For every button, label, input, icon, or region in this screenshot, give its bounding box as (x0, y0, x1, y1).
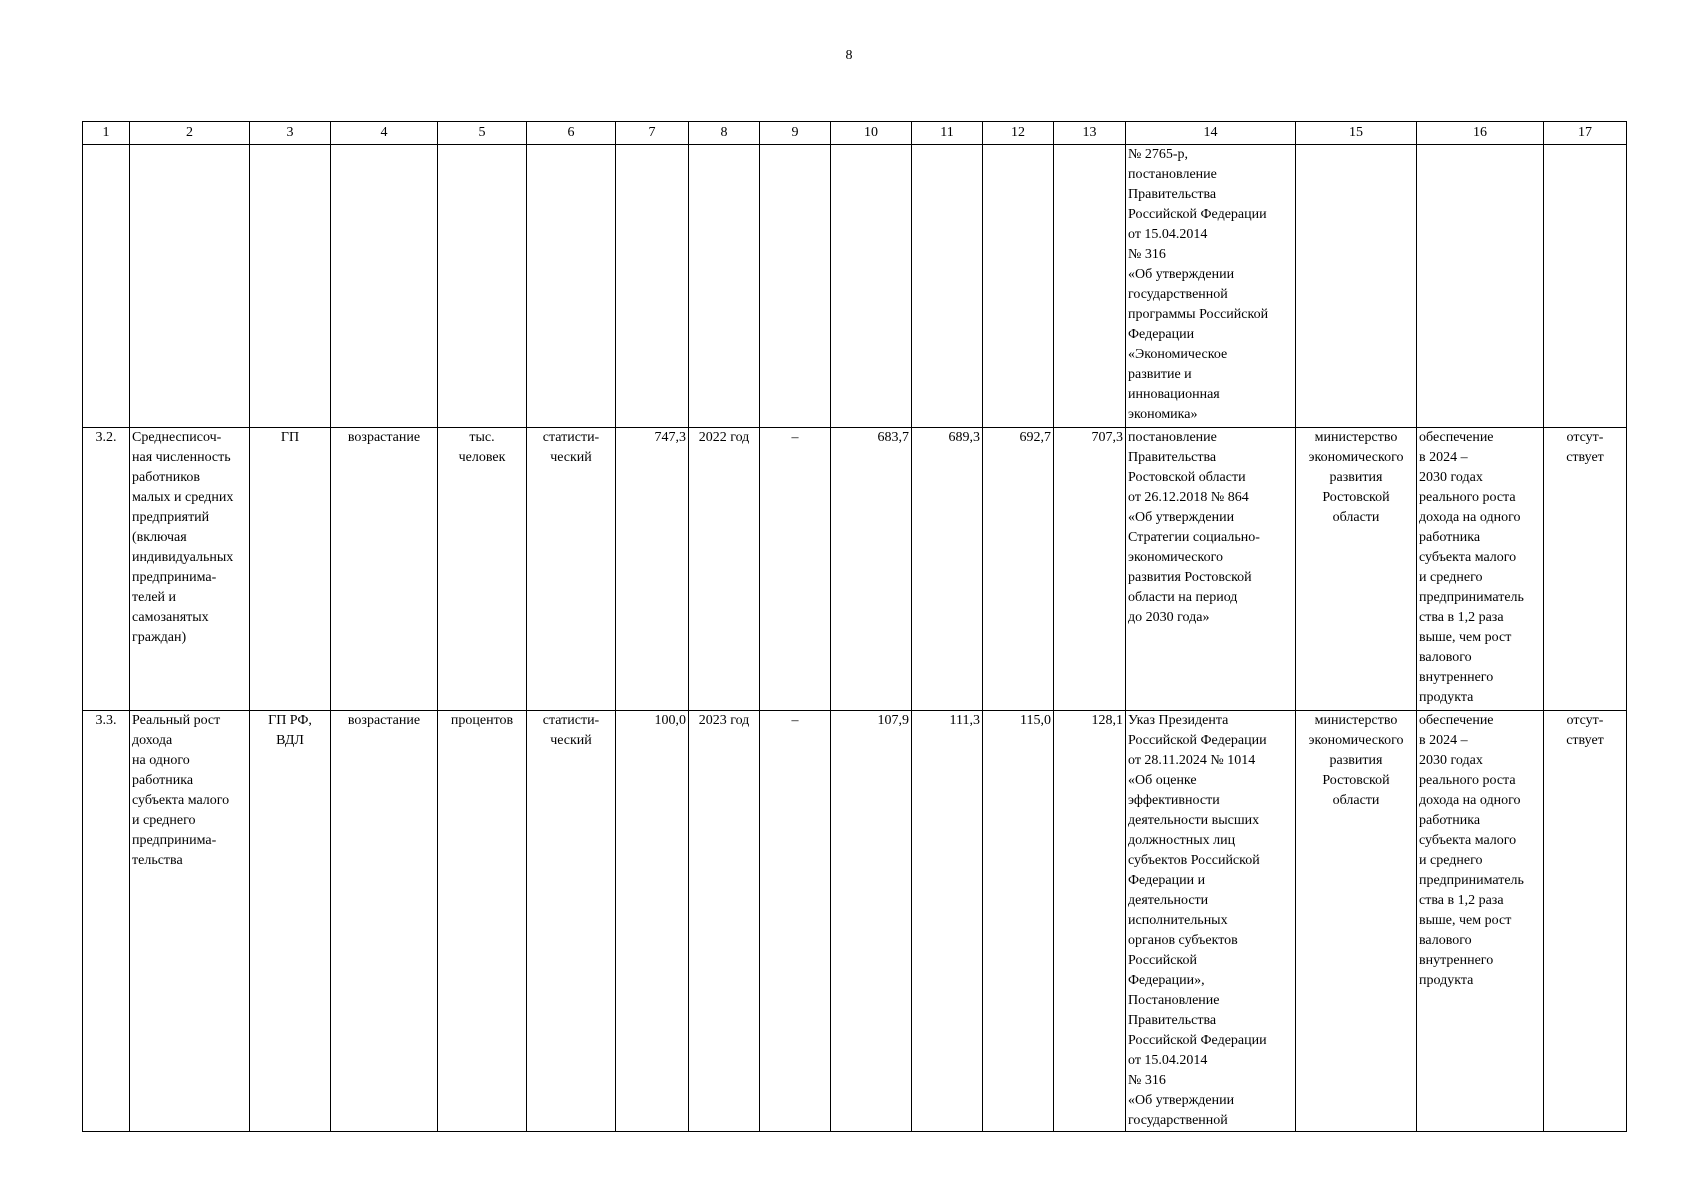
column-header: 10 (831, 122, 912, 145)
cell-col10: 107,9 (831, 711, 912, 1132)
cell-col12: 115,0 (983, 711, 1054, 1132)
column-header: 2 (130, 122, 250, 145)
cell-base-year (689, 145, 760, 428)
cell-document: Указ Президента Российской Федерации от 28.11.2024 № 1014 «Об оценке эффективности деятельности высших должностных лиц субъектов Российской Федерации и деятельности исполнительных органов субъектов Российской Федерации», Постановление Правительства Российской Федерации от 15.04.2014 № 316 «Об утверждении государственной (1126, 711, 1296, 1132)
cell-link-goal: обеспечение в 2024 – 2030 годах реального роста дохода на одного работника субъекта малого и среднего предприниматель ства в 1,2 раза выше, чем рост валового внутреннего продукта (1417, 428, 1544, 711)
column-header: 6 (527, 122, 616, 145)
column-header: 17 (1544, 122, 1627, 145)
cell-responsible: министерство экономического развития Ростовской области (1296, 711, 1417, 1132)
cell-col10 (831, 145, 912, 428)
cell-indicator-name: Среднесписоч- ная численность работников малых и средних предприятий (включая индивидуальных предпринима- телей и самозанятых граждан) (130, 428, 250, 711)
column-header: 7 (616, 122, 689, 145)
cell-col13 (1054, 145, 1126, 428)
cell-link-goal: обеспечение в 2024 – 2030 годах реального роста дохода на одного работника субъекта малого и среднего предприниматель ства в 1,2 раза выше, чем рост валового внутреннего продукта (1417, 711, 1544, 1132)
column-header: 15 (1296, 122, 1417, 145)
cell-col13: 128,1 (1054, 711, 1126, 1132)
table-row-3-3 (83, 711, 1627, 1132)
cell-indicator-kind: статисти- ческий (527, 428, 616, 711)
cell-indicator-type: ГП (250, 428, 331, 711)
column-header: 8 (689, 122, 760, 145)
cell-col10: 683,7 (831, 428, 912, 711)
cell-info-system: отсут- ствует (1544, 711, 1627, 1132)
column-header: 5 (438, 122, 527, 145)
column-header: 14 (1126, 122, 1296, 145)
cell-indicator-kind (527, 145, 616, 428)
cell-indicator-type (250, 145, 331, 428)
cell-responsible: министерство экономического развития Ростовской области (1296, 428, 1417, 711)
cell-number: 3.2. (83, 428, 130, 711)
cell-trend: возрастание (331, 711, 438, 1132)
cell-number (83, 145, 130, 428)
cell-info-system: отсут- ствует (1544, 428, 1627, 711)
cell-unit: процентов (438, 711, 527, 1132)
cell-document: № 2765-р, постановление Правительства Российской Федерации от 15.04.2014 № 316 «Об утверждении государственной программы Российской Федерации «Экономическое развитие и инновационная экономика» (1126, 145, 1296, 428)
cell-indicator-name: Реальный рост дохода на одного работника субъекта малого и среднего предпринима- тельства (130, 711, 250, 1132)
cell-indicator-name (130, 145, 250, 428)
cell-base-year: 2023 год (689, 711, 760, 1132)
cell-col9 (760, 145, 831, 428)
column-header: 12 (983, 122, 1054, 145)
column-header: 1 (83, 122, 130, 145)
table-row-3-2 (83, 428, 1627, 711)
column-header: 13 (1054, 122, 1126, 145)
column-header: 4 (331, 122, 438, 145)
cell-trend: возрастание (331, 428, 438, 711)
cell-base-year: 2022 год (689, 428, 760, 711)
cell-unit: тыс. человек (438, 428, 527, 711)
cell-info-system (1544, 145, 1627, 428)
column-header: 3 (250, 122, 331, 145)
cell-indicator-kind: статисти- ческий (527, 711, 616, 1132)
indicators-table (82, 121, 1627, 1132)
page-number: 8 (845, 48, 853, 63)
table-row-continuation (83, 145, 1627, 428)
cell-col13: 707,3 (1054, 428, 1126, 711)
column-header: 11 (912, 122, 983, 145)
cell-trend (331, 145, 438, 428)
cell-col11: 689,3 (912, 428, 983, 711)
cell-col11: 111,3 (912, 711, 983, 1132)
cell-col12: 692,7 (983, 428, 1054, 711)
cell-col9: – (760, 428, 831, 711)
cell-responsible (1296, 145, 1417, 428)
cell-unit (438, 145, 527, 428)
cell-col11 (912, 145, 983, 428)
column-header: 9 (760, 122, 831, 145)
cell-col9: – (760, 711, 831, 1132)
header-row (83, 122, 1627, 145)
cell-base-value (616, 145, 689, 428)
cell-indicator-type: ГП РФ, ВДЛ (250, 711, 331, 1132)
cell-base-value: 100,0 (616, 711, 689, 1132)
cell-base-value: 747,3 (616, 428, 689, 711)
column-header: 16 (1417, 122, 1544, 145)
cell-document: постановление Правительства Ростовской области от 26.12.2018 № 864 «Об утверждении Стратегии социально- экономического развития Ростовской области на период до 2030 года» (1126, 428, 1296, 711)
cell-col12 (983, 145, 1054, 428)
cell-number: 3.3. (83, 711, 130, 1132)
cell-link-goal (1417, 145, 1544, 428)
